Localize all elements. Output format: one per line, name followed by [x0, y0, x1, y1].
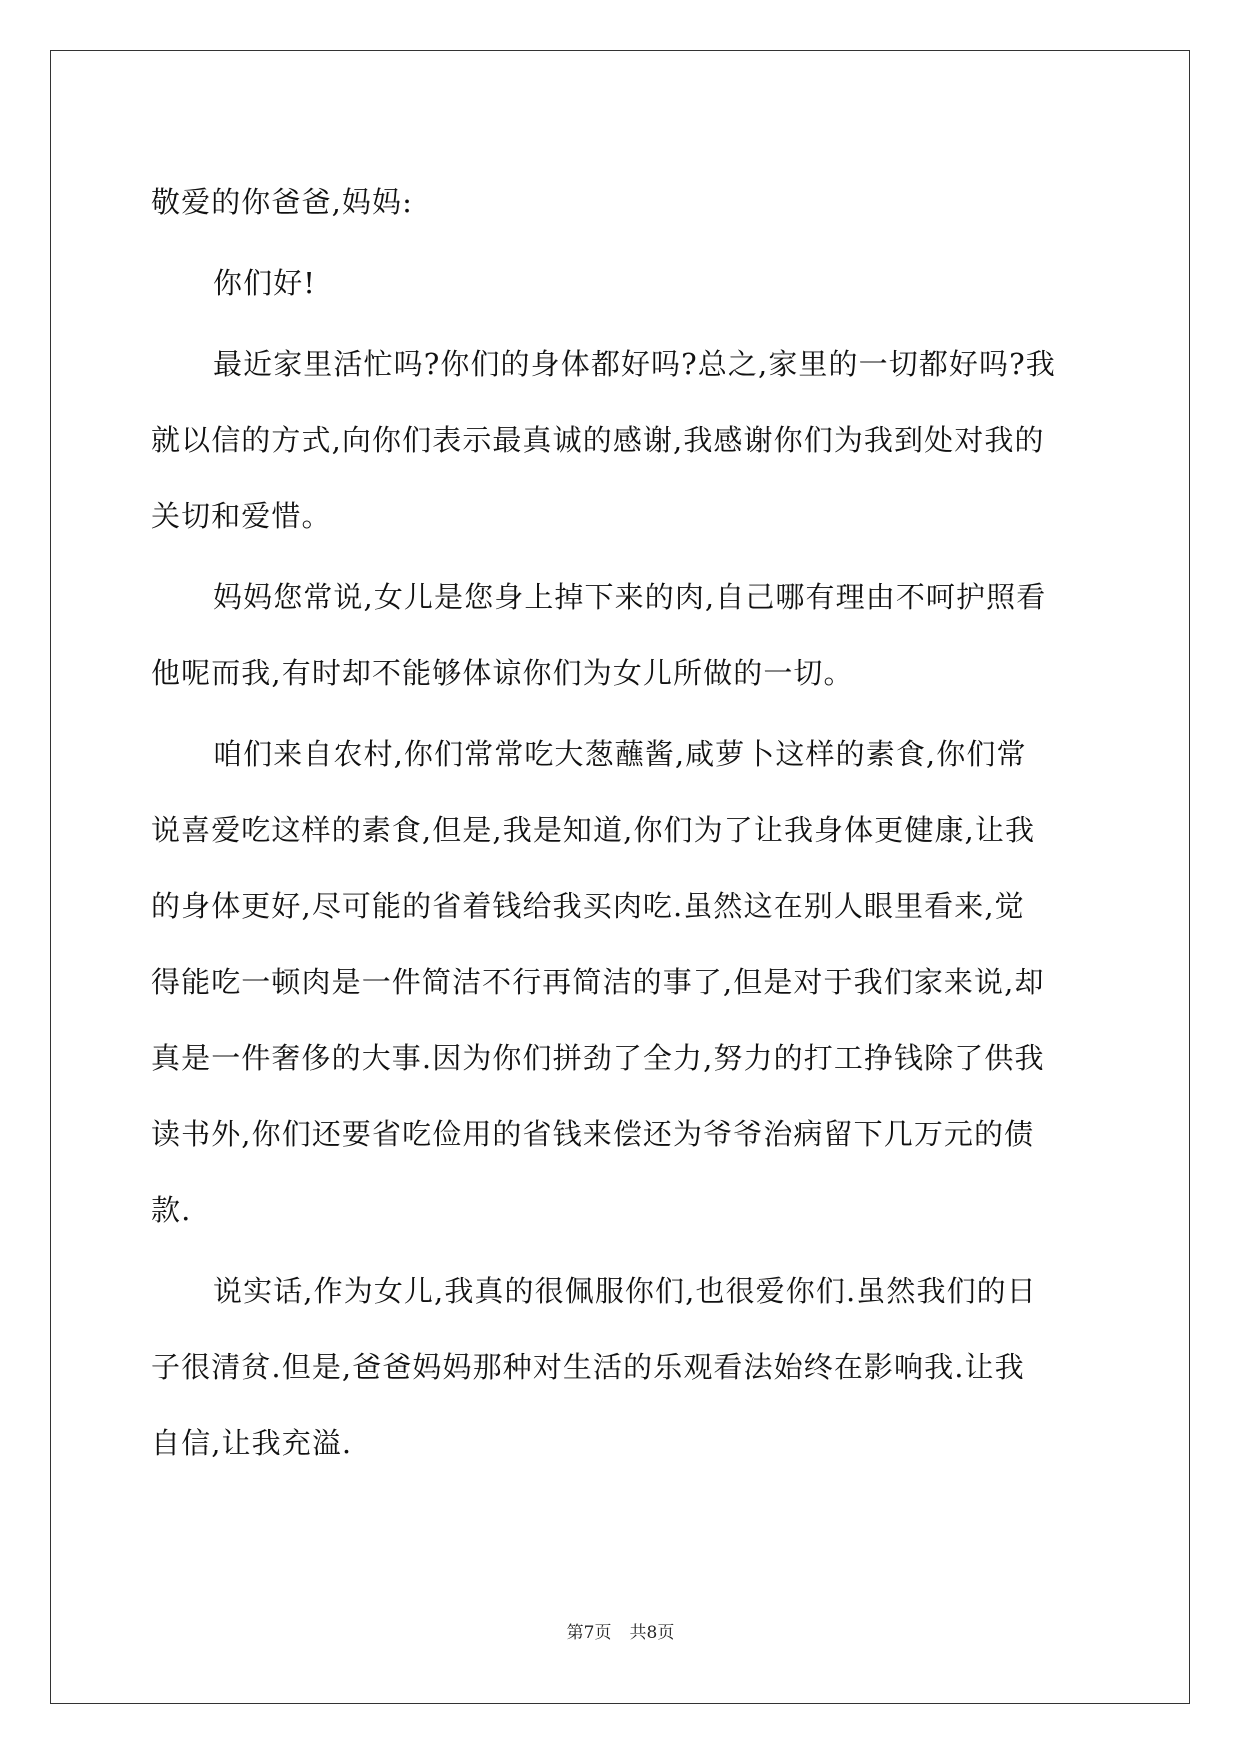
paragraph-line: 得能吃一顿肉是一件简洁不行再简洁的事了,但是对于我们家来说,却 — [151, 965, 1045, 999]
letter-body — [151, 164, 1097, 1481]
paragraph-line: 子很清贫.但是,爸爸妈妈那种对生活的乐观看法始终在影响我.让我 — [151, 1350, 1025, 1384]
paragraph — [151, 1253, 1097, 1481]
paragraph-line: 他呢而我,有时却不能够体谅你们为女儿所做的一切。 — [151, 656, 854, 690]
paragraph-line: 咱们来自农村,你们常常吃大葱蘸酱,咸萝卜这样的素食,你们常 — [213, 737, 1027, 771]
paragraph — [151, 559, 1097, 711]
paragraph-line: 说喜爱吃这样的素食,但是,我是知道,你们为了让我身体更健康,让我 — [151, 813, 1036, 847]
current-page-label: 第7页 — [566, 1623, 612, 1643]
paragraph-line: 就以信的方式,向你们表示最真诚的感谢,我感谢你们为我到处对我的 — [151, 423, 1045, 457]
paragraph-line: 款. — [151, 1193, 192, 1227]
paragraph-line: 真是一件奢侈的大事.因为你们拼劲了全力,努力的打工挣钱除了供我 — [151, 1041, 1045, 1075]
page-footer — [0, 1618, 1241, 1643]
total-pages-label: 共8页 — [629, 1623, 675, 1643]
paragraph-line: 的身体更好,尽可能的省着钱给我买肉吃.虽然这在别人眼里看来,觉 — [151, 889, 1025, 923]
paragraph-line: 读书外,你们还要省吃俭用的省钱来偿还为爷爷治病留下几万元的债 — [151, 1117, 1035, 1151]
paragraph-line: 妈妈您常说,女儿是您身上掉下来的肉,自己哪有理由不呵护照看 — [213, 580, 1047, 614]
salutation: 敬爱的你爸爸,妈妈: — [151, 185, 413, 219]
paragraph-line: 自信,让我充溢. — [151, 1426, 353, 1460]
paragraph — [151, 716, 1097, 1248]
paragraph-line: 关切和爱惜。 — [151, 499, 332, 533]
greeting: 你们好! — [213, 266, 317, 300]
paragraph-line: 最近家里活忙吗?你们的身体都好吗?总之,家里的一切都好吗?我 — [213, 347, 1056, 381]
paragraph-line: 说实话,作为女儿,我真的很佩服你们,也很爱你们.虽然我们的日 — [213, 1274, 1037, 1308]
paragraph — [151, 326, 1097, 554]
